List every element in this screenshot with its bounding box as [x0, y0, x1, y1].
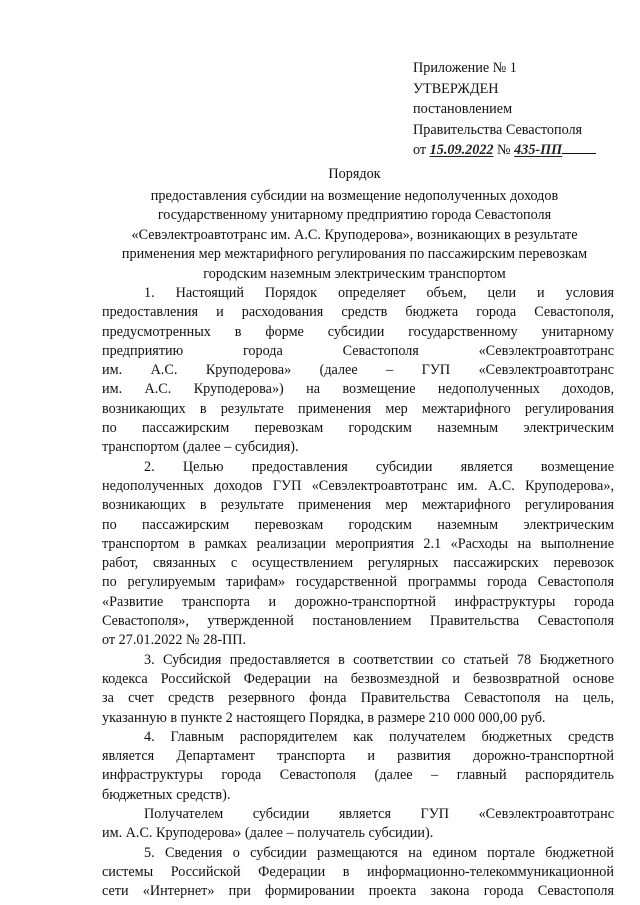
approval-stamp-block [413, 58, 628, 161]
body-line: транспортом в рамках реализации мероприятия 2.1 «Расходы на выполнение [102, 535, 614, 552]
body-line: является Департамент транспорта и развития дорожно-транспортной [102, 748, 614, 765]
title-line: «Севэлектроавтотранс им. А.С. Круподерова», возникающих в результате [131, 226, 578, 243]
document-body [102, 284, 614, 902]
body-line: по пассажирским перевозкам городским наземным электрическим [102, 516, 614, 533]
body-line: 2. Целью предоставления субсидии является возмещение [144, 458, 614, 475]
body-line: «Развитие транспорта и дорожно-транспортной инфраструктуры города [102, 593, 614, 610]
body-line: предоставления и расходования средств бюджета города Севастополя, [102, 304, 614, 321]
title-line: городским наземным электрическим транспортом [203, 265, 506, 282]
body-line: кодекса Российской Федерации на безвозмездной и безвозвратной основе [102, 670, 614, 687]
body-line: работ, связанных с осуществлением регулярных пассажирских перевозок [102, 555, 614, 572]
resolution-label: постановлением [413, 101, 513, 118]
signature-underline [562, 153, 596, 154]
body-line: им. А.С. Круподерова» (далее – получатель субсидии). [102, 825, 434, 842]
body-line: 5. Сведения о субсидии размещаются на едином портале бюджетной [144, 844, 614, 861]
body-line: 1. Настоящий Порядок определяет объем, цели и условия [144, 285, 614, 301]
handwritten-date: 15.09.2022 [429, 142, 494, 159]
body-line: 3. Субсидия предоставляется в соответствии со статьей 78 Бюджетного [144, 651, 614, 668]
document-title [92, 165, 617, 285]
body-line: по пассажирским перевозкам городским наземным электрическим [102, 420, 614, 437]
title-line: предоставления субсидии на возмещение недополученных доходов [150, 187, 559, 204]
body-line: бюджетных средств). [102, 786, 231, 803]
from-prefix: от [413, 142, 427, 159]
body-line: инфраструктуры города Севастополя (далее – главный распорядитель [102, 767, 614, 784]
government-label: Правительства Севастополя [413, 121, 583, 138]
handwritten-number: 435-ПП [514, 142, 563, 159]
body-line: транспортом (далее – субсидия). [102, 439, 299, 456]
body-line: недополученных доходов ГУП «Севэлектроавтотранс им. А.С. Круподерова», [102, 477, 614, 494]
body-line: возникающих в результате применения мер межтарифного регулирования [102, 400, 614, 417]
body-line: им. А.С. Круподерова» (далее – ГУП «Севэлектроавтотранс [102, 362, 614, 379]
approved-label: УТВЕРЖДЕН [413, 80, 499, 97]
body-line: Получателем субсидии является ГУП «Севэлектроавтотранс [144, 806, 614, 823]
body-line: указанную в пункте 2 настоящего Порядка, в размере 210 000 000,00 руб. [102, 709, 546, 726]
body-line: по регулируемым тарифам» государственной программы города Севастополя [102, 574, 614, 591]
number-prefix: № [497, 142, 511, 159]
resolution-date-number [413, 140, 628, 161]
body-line: предусмотренных в форме субсидии государственному унитарному [102, 323, 614, 340]
body-line: им. А.С. Круподерова») на возмещение недополученных доходов, [102, 381, 614, 398]
body-line: системы Российской Федерации в информационно-телекоммуникационной [102, 863, 614, 880]
title-line: государственному унитарному предприятию города Севастополя [157, 207, 552, 224]
body-line: предприятию города Севастополя «Севэлектроавтотранс [102, 342, 614, 359]
body-line: возникающих в результате применения мер межтарифного регулирования [102, 497, 614, 514]
body-line: 4. Главным распорядителем как получателем бюджетных средств [144, 728, 614, 745]
appendix-number: Приложение № 1 [413, 60, 517, 76]
body-line: от 27.01.2022 № 28-ПП. [102, 632, 247, 649]
body-line: сети «Интернет» при формировании проекта закона города Севастополя [102, 883, 614, 900]
title-line: применения мер межтарифного регулирования по пассажирским перевозкам [121, 246, 588, 263]
body-line: Севастополя», утвержденной постановлением Правительства Севастополя [102, 613, 614, 630]
title-heading: Порядок [328, 166, 381, 182]
body-line: за счет средств резервного фонда Правительства Севастополя на цель, [102, 690, 614, 707]
